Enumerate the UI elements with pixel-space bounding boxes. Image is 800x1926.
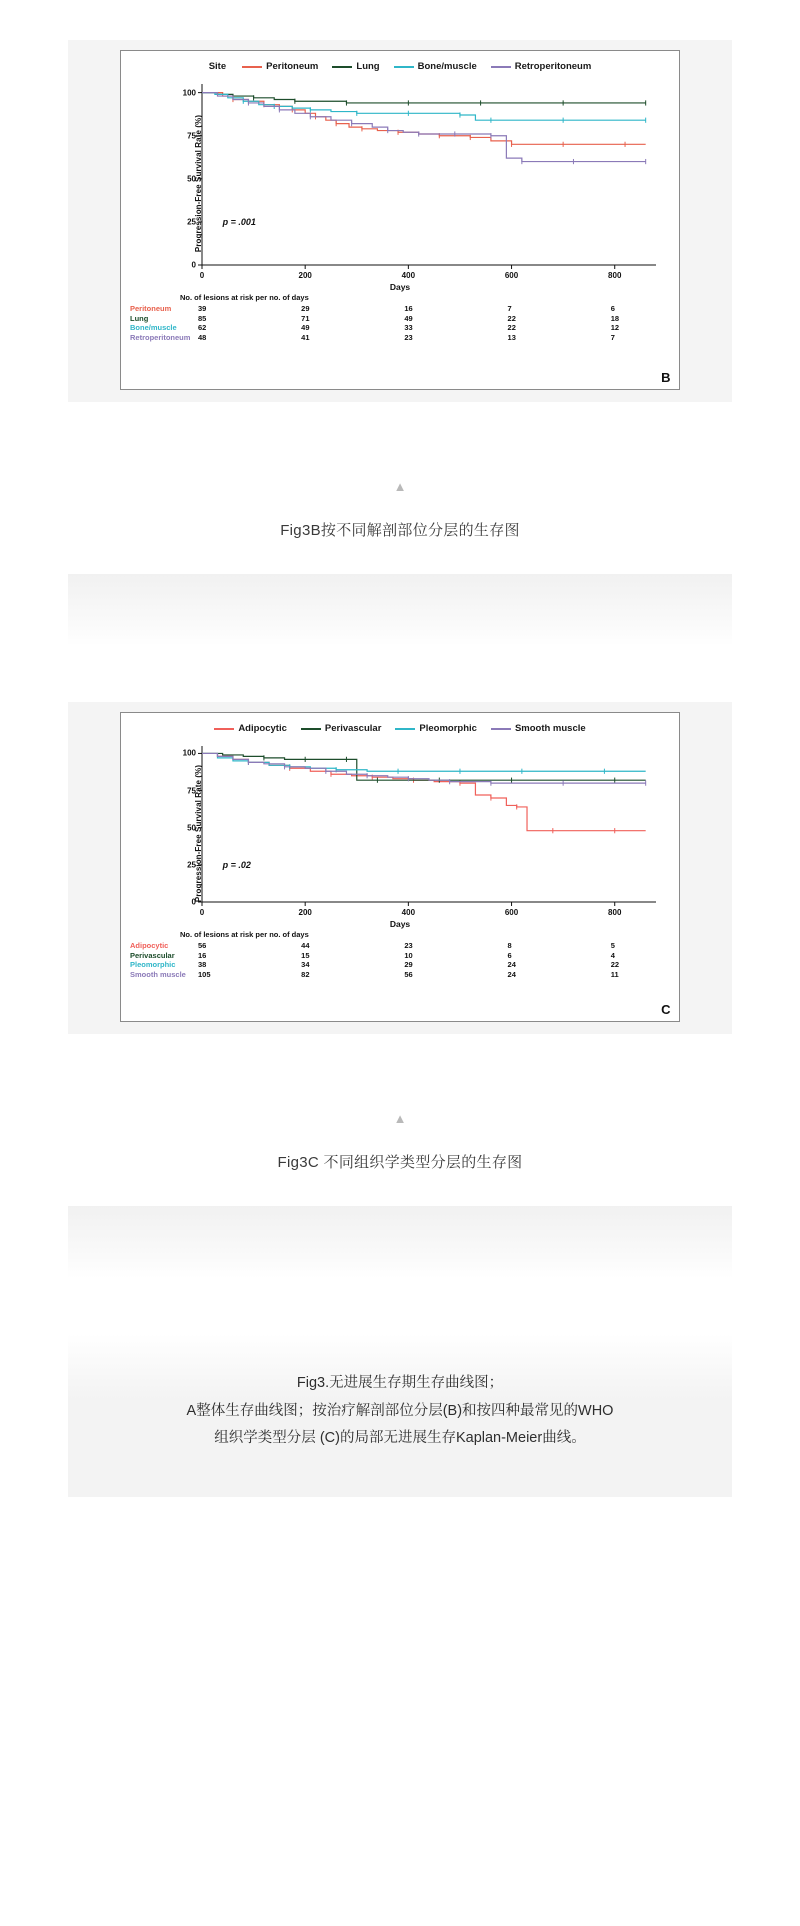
risk-row-value: 6 — [610, 304, 615, 313]
y-axis-title-b: Progression-Free Survival Rate (%) — [194, 114, 204, 253]
panel-letter-b: B — [661, 370, 671, 385]
p-value-annotation-b: p = .001 — [222, 216, 256, 227]
risk-row-value: 22 — [507, 313, 516, 323]
risk-table-row — [130, 960, 670, 970]
risk-table-b — [130, 293, 670, 342]
risk-table-c — [130, 930, 670, 979]
figure-card-c — [68, 702, 732, 1034]
caption-line-1: Fig3.无进展生存期生存曲线图； — [296, 1375, 504, 1391]
x-axis-title: Days — [389, 282, 411, 292]
risk-row-value: 6 — [507, 950, 512, 960]
figure-card-b — [68, 40, 732, 402]
risk-row-value: 15 — [301, 950, 310, 960]
risk-row-value: 13 — [507, 332, 516, 342]
chart-panel-b — [120, 50, 680, 390]
legend-label: Retroperitoneum — [514, 61, 592, 72]
risk-row-value: 10 — [404, 950, 413, 960]
figure-caption-c: Fig3C 不同组织学类型分层的生存图 — [277, 1154, 523, 1171]
risk-row-label: Pleomorphic — [130, 960, 176, 969]
y-axis-title-c: Progression-Free Survival Rate (%) — [194, 764, 204, 902]
risk-row-value: 23 — [404, 941, 413, 950]
y-tick-label: 50 — [187, 823, 196, 833]
risk-row-value: 85 — [198, 313, 207, 323]
legend-item — [395, 723, 477, 734]
risk-row-value: 7 — [610, 332, 615, 342]
risk-row-label: Perivascular — [130, 950, 175, 960]
x-tick-label: 400 — [401, 271, 416, 280]
y-tick-label: 25 — [187, 860, 196, 870]
x-tick-label: 800 — [608, 271, 622, 280]
risk-row-value: 49 — [301, 323, 310, 332]
risk-table-row — [130, 333, 670, 343]
legend-item — [394, 61, 477, 72]
x-tick-label: 200 — [298, 908, 312, 917]
risk-row-value: 38 — [198, 960, 207, 969]
panel-letter-c: C — [661, 1002, 671, 1017]
risk-row-value: 56 — [404, 969, 413, 979]
risk-row-value: 8 — [507, 941, 512, 950]
risk-row-value: 29 — [404, 960, 413, 969]
legend-title-b: Site — [208, 61, 227, 72]
x-axis-title: Days — [389, 919, 411, 929]
risk-row-value: 71 — [301, 313, 310, 323]
risk-table-row — [130, 941, 670, 951]
page-root — [0, 40, 800, 1497]
risk-table-row — [130, 314, 670, 324]
risk-row-label: Lung — [130, 313, 149, 323]
caret-up-icon: ▲ — [393, 479, 407, 494]
p-value-annotation-c: p = .02 — [222, 860, 251, 871]
risk-table-row — [130, 304, 670, 314]
risk-row-label: Adipocytic — [130, 941, 169, 950]
risk-row-value: 16 — [198, 950, 207, 960]
legend-label: Adipocytic — [238, 723, 287, 734]
risk-row-value: 62 — [198, 323, 207, 332]
y-tick-label: 0 — [191, 897, 196, 907]
decorative-band — [68, 574, 732, 646]
risk-row-value: 22 — [507, 323, 516, 332]
risk-table-row — [130, 323, 670, 333]
x-tick-label: 0 — [199, 271, 205, 280]
legend-item — [332, 61, 379, 72]
legend-item — [214, 723, 287, 734]
caret-up-icon: ▲ — [393, 1111, 407, 1126]
legend-item — [491, 723, 586, 734]
risk-table-title: No. of lesions at risk per no. of days — [180, 930, 309, 939]
legend-swatch-icon — [395, 728, 415, 730]
risk-row-value: 49 — [404, 313, 413, 323]
risk-row-value: 24 — [507, 960, 516, 969]
risk-row-value: 82 — [301, 969, 310, 979]
y-tick-label: 100 — [182, 748, 196, 758]
risk-row-value: 105 — [198, 969, 211, 979]
risk-row-value: 12 — [610, 323, 620, 332]
chart-panel-c — [120, 712, 680, 1022]
risk-row-value: 5 — [610, 941, 615, 950]
legend-swatch-icon — [491, 728, 511, 730]
x-tick-label: 800 — [608, 908, 622, 917]
decorative-band — [68, 1206, 732, 1278]
spacer — [0, 1278, 800, 1334]
legend-item — [242, 61, 318, 72]
x-tick-label: 600 — [504, 271, 519, 280]
caption-line-3: 组织学类型分层 (C)的局部无进展生存Kaplan-Meier曲线。 — [214, 1430, 586, 1447]
x-tick-label: 200 — [298, 271, 312, 280]
risk-row-label: Bone/muscle — [130, 323, 177, 332]
y-tick-label: 75 — [187, 131, 196, 141]
legend-label: Perivascular — [324, 723, 382, 734]
legend-swatch-icon — [214, 728, 234, 730]
legend-label: Bone/muscle — [417, 61, 477, 72]
risk-row-label: Smooth muscle — [130, 969, 186, 979]
risk-row-value: 41 — [301, 332, 310, 342]
legend-label: Smooth muscle — [514, 723, 586, 734]
y-tick-label: 25 — [187, 217, 196, 227]
x-tick-label: 600 — [504, 908, 519, 917]
risk-row-value: 18 — [610, 313, 620, 323]
legend-label: Pleomorphic — [419, 723, 477, 734]
chart-legend-c — [121, 713, 679, 734]
legend-swatch-icon — [242, 66, 262, 68]
risk-row-value: 7 — [507, 304, 512, 313]
chart-legend-b — [121, 51, 679, 72]
risk-row-label: Retroperitoneum — [130, 332, 191, 342]
risk-row-value: 4 — [610, 950, 615, 960]
risk-row-label: Peritoneum — [130, 304, 172, 313]
risk-row-value: 16 — [404, 304, 413, 313]
risk-row-value: 11 — [610, 969, 619, 979]
y-tick-label: 75 — [187, 786, 196, 796]
risk-table-row — [130, 970, 670, 980]
legend-swatch-icon — [491, 66, 511, 68]
legend-item — [491, 61, 592, 72]
risk-row-value: 23 — [404, 332, 413, 342]
caption-line-2: A整体生存曲线图；按治疗解剖部位分层(B)和按四种最常见的WHO — [186, 1402, 614, 1419]
y-tick-label: 100 — [182, 88, 196, 98]
plot-area-b — [130, 76, 670, 291]
risk-row-value: 29 — [301, 304, 310, 313]
risk-row-value: 39 — [198, 304, 207, 313]
y-tick-label: 50 — [187, 174, 196, 184]
legend-label: Lung — [356, 61, 380, 72]
risk-row-value: 44 — [301, 941, 310, 950]
legend-label: Peritoneum — [266, 61, 319, 72]
figure-caption-b: Fig3B按不同解剖部位分层的生存图 — [280, 522, 520, 539]
risk-row-value: 22 — [610, 960, 620, 969]
legend-swatch-icon — [394, 66, 414, 68]
legend-item — [301, 723, 382, 734]
legend-swatch-icon — [301, 728, 321, 730]
y-tick-label: 0 — [191, 260, 196, 270]
risk-table-row — [130, 951, 670, 961]
x-tick-label: 0 — [199, 908, 205, 917]
legend-swatch-icon — [332, 66, 352, 68]
risk-row-value: 24 — [507, 969, 516, 979]
risk-row-value: 56 — [198, 941, 207, 950]
risk-row-value: 33 — [404, 323, 413, 332]
risk-row-value: 48 — [198, 332, 207, 342]
spacer — [0, 646, 800, 702]
risk-table-title: No. of lesions at risk per no. of days — [180, 293, 309, 302]
plot-area-c — [130, 738, 670, 928]
risk-row-value: 34 — [301, 960, 310, 969]
final-figure-caption — [68, 1334, 732, 1497]
x-tick-label: 400 — [401, 908, 416, 917]
